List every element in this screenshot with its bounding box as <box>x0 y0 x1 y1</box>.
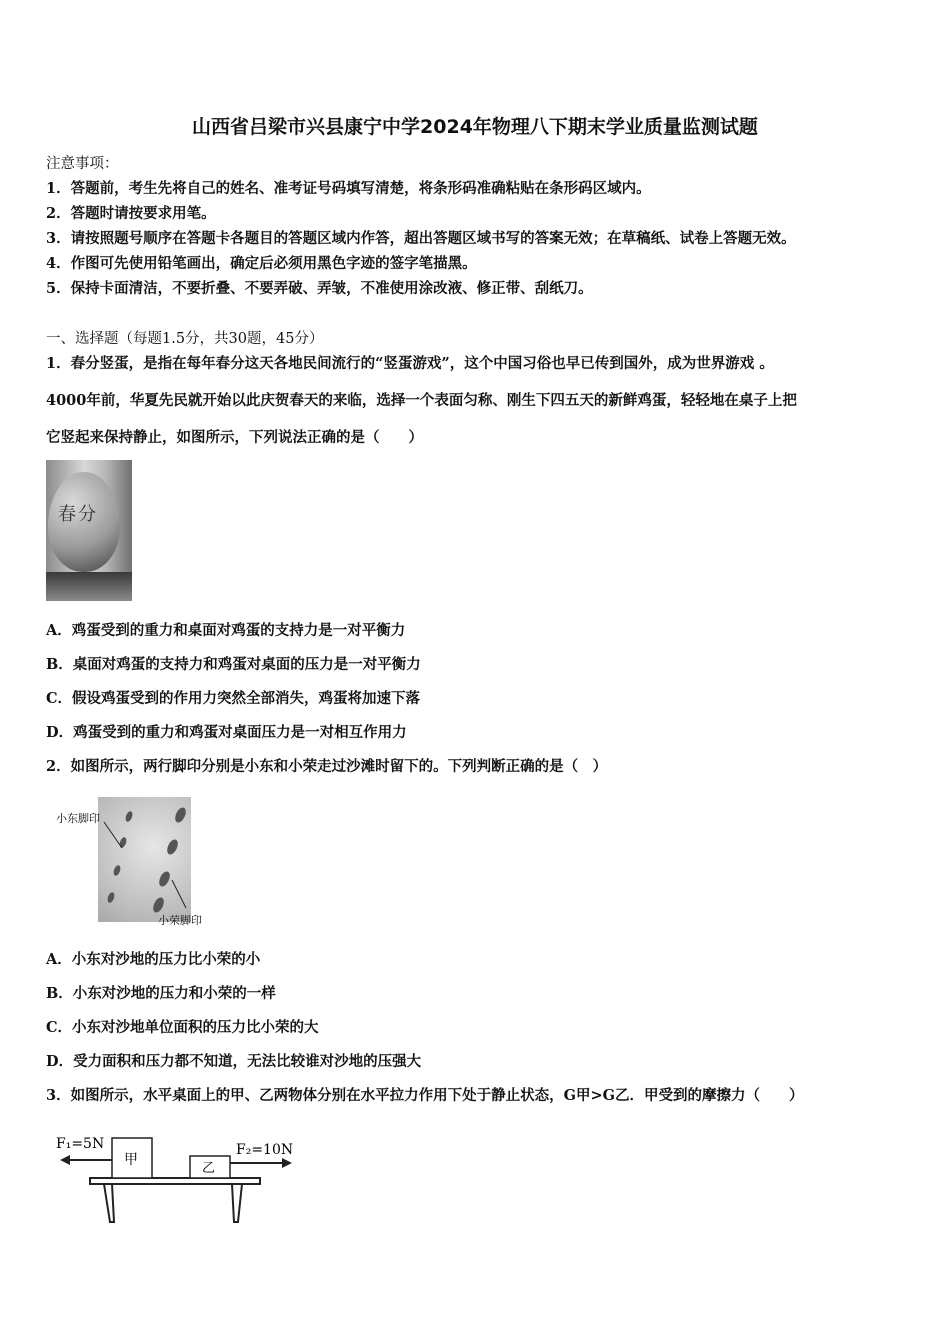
note-item-5: 5．保持卡面清洁，不要折叠、不要弄破、弄皱，不准使用涂改液、修正带、刮纸刀。 <box>46 280 593 297</box>
egg-table-surface <box>46 572 132 601</box>
egg-photo <box>46 460 132 601</box>
q2-option-b: B．小东对沙地的压力和小荣的一样 <box>46 985 276 1002</box>
exam-title: 山西省吕梁市兴县康宁中学2024年物理八下期末学业质量监测试题 <box>192 116 758 138</box>
q1-option-d: D．鸡蛋受到的重力和鸡蛋对桌面压力是一对相互作用力 <box>46 724 407 741</box>
table-leg-right <box>232 1184 242 1222</box>
egg-label: 春分 <box>58 504 98 525</box>
q1-option-a: A．鸡蛋受到的重力和桌面对鸡蛋的支持力是一对平衡力 <box>46 622 406 639</box>
note-item-1: 1．答题前，考生先将自己的姓名、准考证号码填写清楚，将条形码准确粘贴在条形码区域内。 <box>46 180 651 197</box>
footprint-pointer-lines <box>100 820 200 915</box>
q2-stem: 2．如图所示，两行脚印分别是小东和小荣走过沙滩时留下的。下列判断正确的是（ ） <box>46 758 608 775</box>
label-xiaorong-footprint: 小荣脚印 <box>158 914 202 927</box>
label-jia: 甲 <box>124 1152 138 1168</box>
q1-stem-line-3: 它竖起来保持静止，如图所示，下列说法正确的是（ ） <box>46 429 423 446</box>
note-item-2: 2．答题时请按要求用笔。 <box>46 205 216 222</box>
note-item-4: 4．作图可先使用铅笔画出，确定后必须用黑色字迹的签字笔描黑。 <box>46 255 477 272</box>
label-f2: F₂=10N <box>236 1142 294 1158</box>
section-heading: 一、选择题（每题1.5分，共30题，45分） <box>46 331 324 347</box>
label-yi: 乙 <box>202 1161 216 1176</box>
table-leg-left <box>104 1184 114 1222</box>
table-top <box>90 1178 260 1184</box>
label-xiaodong-footprint: 小东脚印 <box>56 812 100 825</box>
table-force-diagram <box>52 1128 302 1228</box>
notes-heading: 注意事项： <box>46 156 119 172</box>
label-f1: F₁=5N <box>56 1136 105 1152</box>
note-item-3: 3．请按照题号顺序在答题卡各题目的答题区域内作答，超出答题区域书写的答案无效；在草稿纸、试卷上答题无效。 <box>46 230 796 247</box>
q2-option-c: C．小东对沙地单位面积的压力比小荣的大 <box>46 1019 319 1036</box>
arrow-head-f1 <box>60 1155 70 1165</box>
arrow-head-f2 <box>282 1158 292 1168</box>
q1-option-c: C．假设鸡蛋受到的作用力突然全部消失，鸡蛋将加速下落 <box>46 690 421 707</box>
q1-stem-line-1: 1．春分竖蛋，是指在每年春分这天各地民间流行的“竖蛋游戏”，这个中国习俗也早已传到国外，成为世界游戏 。 <box>46 355 774 372</box>
q3-stem: 3．如图所示，水平桌面上的甲、乙两物体分别在水平拉力作用下处于静止状态，G甲>G乙．甲受到的摩擦力（ ） <box>46 1087 804 1104</box>
q2-option-a: A．小东对沙地的压力比小荣的小 <box>46 951 261 968</box>
q1-option-b: B．桌面对鸡蛋的支持力和鸡蛋对桌面的压力是一对平衡力 <box>46 656 421 673</box>
q1-stem-line-2: 4000年前，华夏先民就开始以此庆贺春天的来临，选择一个表面匀称、刚生下四五天的新鲜鸡蛋，轻轻地在桌子上把 <box>46 392 797 409</box>
q2-option-d: D．受力面积和压力都不知道，无法比较谁对沙地的压强大 <box>46 1053 422 1070</box>
